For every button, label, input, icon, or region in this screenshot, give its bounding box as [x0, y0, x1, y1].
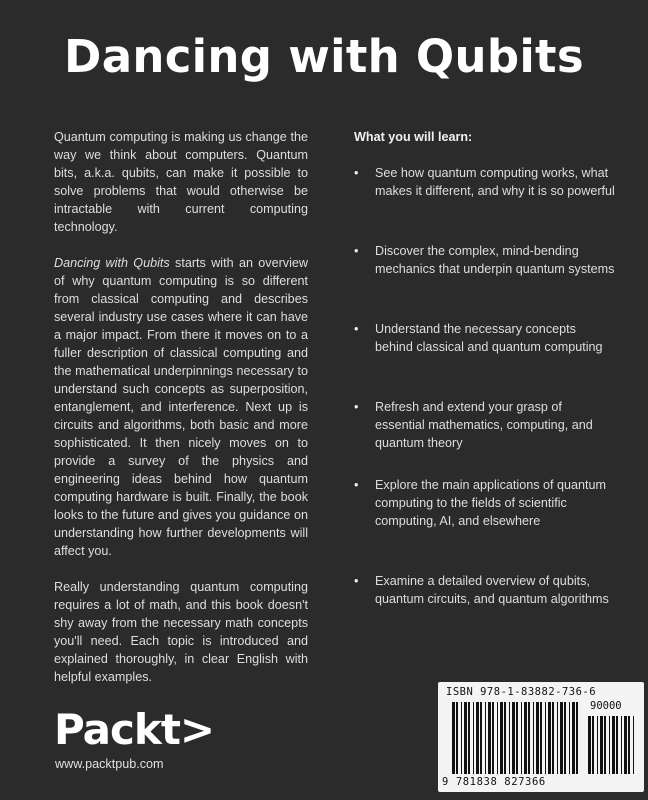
barcode-bar [628, 716, 630, 774]
barcode-bar [569, 702, 570, 774]
barcode-bar [480, 702, 482, 774]
barcode-bar [509, 702, 510, 774]
barcode-bar [609, 716, 610, 774]
barcode-bar [528, 702, 530, 774]
isbn-label: ISBN 978-1-83882-736-6 [446, 686, 597, 698]
barcode-bar [564, 702, 566, 774]
barcode-bar [576, 702, 578, 774]
barcode-bar [497, 702, 498, 774]
bullet-icon: • [354, 400, 359, 414]
barcode-bar [548, 702, 551, 774]
barcode-bar [456, 702, 458, 774]
bullet-icon: • [354, 166, 359, 180]
barcode-bar [597, 716, 598, 774]
learning-item-text: Discover the complex, mind-bending mechanics that underpin quantum systems [375, 244, 615, 276]
book-title-inline: Dancing with Qubits [54, 256, 170, 270]
barcode-bar [633, 716, 634, 774]
bullet-icon: • [354, 574, 359, 588]
learning-item-text: Examine a detailed overview of qubits, quantum circuits, and quantum algorithms [375, 574, 609, 606]
barcode-bar [452, 702, 455, 774]
barcode-bar [504, 702, 506, 774]
barcode-bar [461, 702, 462, 774]
barcode-bar [464, 702, 467, 774]
barcode-bar [492, 702, 494, 774]
learning-item [354, 242, 615, 278]
learning-item [354, 476, 615, 530]
barcode-bar [616, 716, 618, 774]
description-paragraph-3: Really understanding quantum computing requires a lot of math, and this book doesn't shy away from the necessary math concepts you'll need. Each topic is introduced and explained thoroughly, in clear English with helpful examples. [54, 580, 308, 684]
barcode-bar [533, 702, 534, 774]
learning-item [354, 320, 615, 356]
barcode-bar [552, 702, 554, 774]
learning-item-text: Understand the necessary concepts behind classical and quantum computing [375, 322, 603, 354]
barcode-bar [512, 702, 515, 774]
barcode-bar [557, 702, 558, 774]
barcode-bar [560, 702, 563, 774]
barcode-bar [473, 702, 474, 774]
barcode-bar [624, 716, 627, 774]
book-title: Dancing with Qubits [64, 30, 584, 83]
learning-item [354, 572, 615, 608]
description-paragraph-2-text: starts with an overview of why quantum computing is so different from classical computing and describes several industry use cases where it can have a major impact. From there it moves on to a fuller description of classical computing and the mathematical underpinnings necessary to understand such concepts as superposition, entanglement, and interference. Next up is circuits and algorithms, both basic and more sophisticated. It then nicely moves on to provide a survey of the physics and engineering ideas behind how quantum computing hardware is built. Finally, the book looks to the future and gives you guidance on understanding how further developments will affect you. [54, 256, 308, 558]
publisher-website: www.packtpub.com [55, 757, 164, 771]
barcode-bar [545, 702, 546, 774]
price-code: 90000 [590, 700, 622, 712]
learning-heading: What you will learn: [354, 130, 473, 144]
barcode-bar [516, 702, 518, 774]
barcode-bar [521, 702, 522, 774]
publisher-logo: Packt> [54, 705, 215, 754]
barcode-bar [572, 702, 575, 774]
barcode-bar [588, 716, 591, 774]
description-paragraph-1: Quantum computing is making us change the way we think about computers. Quantum bits, a.k.a. qubits, can make it possible to solve problems that would otherwise be intractable with current computing technology. [54, 130, 308, 234]
barcode-bar [540, 702, 542, 774]
barcode-bar [600, 716, 603, 774]
learning-item [354, 398, 615, 452]
barcode-bar [604, 716, 606, 774]
learning-item-text: See how quantum computing works, what makes it different, and why it is so powerful [375, 166, 615, 198]
barcode-bar [621, 716, 622, 774]
learning-item-text: Refresh and extend your grasp of essential mathematics, computing, and quantum theory [375, 400, 593, 450]
barcode-bar [476, 702, 479, 774]
barcode-bar [488, 702, 491, 774]
book-description [54, 128, 308, 704]
barcode-bar [592, 716, 594, 774]
barcode-bar [612, 716, 615, 774]
learning-outcomes [354, 128, 624, 606]
description-paragraph-2 [54, 254, 308, 560]
barcode-bar [524, 702, 527, 774]
barcode-bar [468, 702, 470, 774]
learning-item-text: Explore the main applications of quantum computing to the fields of scientific computing, AI, and elsewhere [375, 478, 607, 528]
barcode-bar [536, 702, 539, 774]
barcode-digits: 9 781838 827366 [442, 776, 546, 788]
learning-item [354, 164, 615, 200]
bullet-icon: • [354, 478, 359, 492]
bullet-icon: • [354, 244, 359, 258]
barcode-bar [500, 702, 503, 774]
barcode-bar [485, 702, 486, 774]
bullet-icon: • [354, 322, 359, 336]
isbn-barcode [438, 682, 644, 792]
